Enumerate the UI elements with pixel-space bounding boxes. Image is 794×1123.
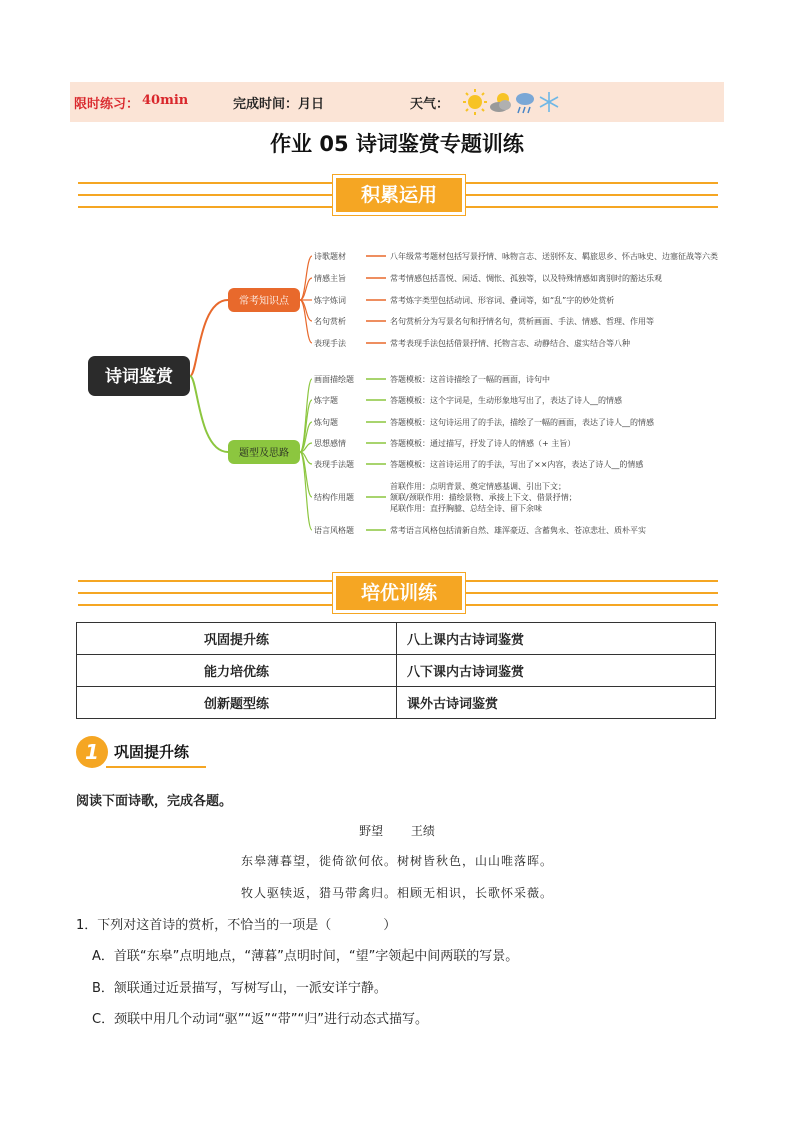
table-cell: 创新题型练	[77, 687, 397, 719]
poem-title: 野望	[359, 824, 384, 838]
mindmap-key: 思想感情	[314, 439, 346, 448]
mindmap-key: 结构作用题	[314, 493, 354, 502]
header-bar	[70, 82, 724, 122]
mindmap-value: 常考表现手法包括借景抒情、托物言志、动静结合、虚实结合等八种	[390, 339, 630, 348]
branch-label: 常考知识点	[239, 296, 289, 307]
done-time-label: 完成时间：月日	[233, 97, 325, 112]
poem-line: 牧人驱犊返，猎马带禽归。相顾无相识，长歌怀采薇。	[240, 886, 553, 900]
section-header-accumulate	[78, 178, 718, 212]
section-badge: 积累运用	[336, 178, 462, 212]
mindmap-key: 情感主旨	[314, 274, 346, 283]
mindmap-value: 首联作用：点明背景、奠定情感基调、引出下文；	[390, 482, 566, 491]
mindmap	[80, 240, 720, 540]
level-heading	[76, 736, 716, 770]
mindmap-key: 炼字题	[314, 396, 338, 405]
question-stem: 1．下列对这首诗的赏析，不恰当的一项是（ ）	[76, 918, 397, 933]
poem-heading	[0, 822, 794, 839]
table-cell: 巩固提升练	[77, 623, 397, 655]
mindmap-key: 炼字炼词	[314, 296, 346, 305]
table-row	[77, 655, 716, 687]
table-cell: 能力培优练	[77, 655, 397, 687]
mindmap-value: 常考炼字类型包括动词、形容词、叠词等，如“乱”字的妙处赏析	[390, 296, 615, 305]
practice-table	[76, 622, 716, 719]
page-title: 作业 05 诗词鉴赏专题训练	[270, 132, 524, 156]
mindmap-key: 诗歌题材	[314, 252, 346, 261]
limit-value: 40min	[142, 93, 189, 108]
mindmap-value: 八年级常考题材包括写景抒情、咏物言志、送别怀友、羁旅思乡、怀古咏史、边塞征战等六类	[390, 252, 718, 261]
option-b[interactable]: B．颔联通过近景描写，写树写山，一派安详宁静。	[92, 981, 387, 996]
mindmap-key: 表现手法题	[314, 460, 354, 469]
weather-label: 天气：	[410, 97, 450, 112]
table-cell: 课外古诗词鉴赏	[397, 687, 716, 719]
section-badge: 培优训练	[336, 576, 462, 610]
limit-label: 限时练习：	[74, 97, 140, 112]
mindmap-key: 名句赏析	[314, 317, 346, 326]
table-row	[77, 687, 716, 719]
level-number: 1	[76, 736, 108, 768]
table-cell: 八上课内古诗词鉴赏	[397, 623, 716, 655]
mindmap-value: 颔联/颈联作用：描绘景物、承接上下文、借景抒情；	[390, 493, 577, 502]
poem-line: 东皋薄暮望，徙倚欲何依。树树皆秋色，山山唯落晖。	[240, 854, 553, 868]
section-header-training	[78, 576, 718, 610]
mindmap-value: 答题模板：这首诗运用了的手法，写出了××内容，表达了诗人__的情感	[390, 460, 644, 469]
weather-icons	[463, 88, 563, 116]
mindmap-key: 炼句题	[314, 418, 338, 427]
table-row	[77, 623, 716, 655]
sun-icon	[463, 89, 487, 115]
mindmap-value: 答题模板：通过描写，抒发了诗人的情感（+ 主旨）	[390, 439, 576, 448]
sun-cloud-icon	[490, 93, 511, 112]
mindmap-value: 答题模板：这个字词是，生动形象地写出了，表达了诗人__的情感	[390, 396, 622, 405]
mindmap-value: 常考语言风格包括清新自然、雄浑豪迈、含蓄隽永、苍凉悲壮、质朴平实	[390, 526, 646, 535]
mindmap-value: 尾联作用：直抒胸臆、总结全诗、留下余味	[390, 504, 542, 513]
mindmap-value: 常考情感包括喜悦、闲适、惆怅、孤独等，以及特殊情感如离别时的豁达乐观	[390, 274, 662, 283]
mindmap-key: 语言风格题	[314, 526, 354, 535]
snow-icon	[540, 92, 558, 112]
instruction: 阅读下面诗歌，完成各题。	[76, 794, 233, 809]
mindmap-value: 答题模板：这句诗运用了的手法，描绘了一幅的画面，表达了诗人__的情感	[390, 418, 654, 427]
mindmap-value: 名句赏析分为写景名句和抒情名句，赏析画面、手法、情感、哲理、作用等	[390, 317, 654, 326]
mindmap-value: 答题模板：这首诗描绘了一幅的画面，诗句中	[390, 375, 550, 384]
table-cell: 八下课内古诗词鉴赏	[397, 655, 716, 687]
mindmap-key: 表现手法	[314, 339, 346, 348]
divider	[106, 766, 206, 768]
rain-icon	[516, 93, 534, 113]
poem-author: 王绩	[410, 824, 435, 838]
level-label: 巩固提升练	[114, 743, 190, 761]
mindmap-key: 画面描绘题	[314, 375, 354, 384]
option-a[interactable]: A．首联“东皋”点明地点，“薄暮”点明时间，“望”字领起中间两联的写景。	[92, 949, 519, 964]
option-c[interactable]: C．颈联中用几个动词“驱”“返”“带”“归”进行动态式描写。	[92, 1012, 428, 1027]
branch-label: 题型及思路	[239, 448, 289, 459]
root-label: 诗词鉴赏	[105, 367, 173, 387]
